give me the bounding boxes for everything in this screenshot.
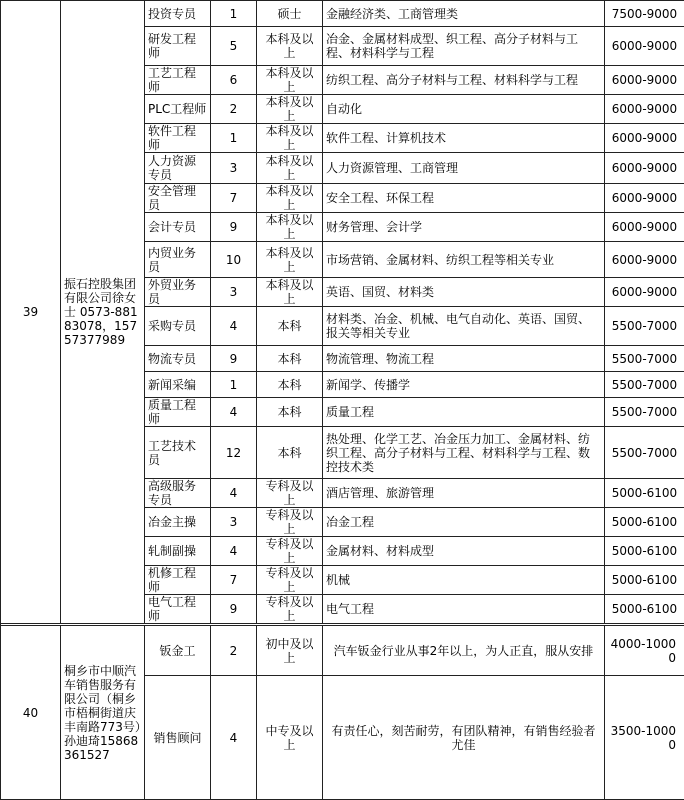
education-text: 本科及以上 — [260, 246, 319, 274]
position-cell — [145, 307, 211, 346]
education-cell — [257, 566, 323, 595]
education-text: 专科及以上 — [260, 479, 319, 507]
salary-cell: 6000-9000 — [605, 213, 684, 242]
education-cell — [257, 537, 323, 566]
salary-cell: 6000-9000 — [605, 124, 684, 153]
major-cell: 安全工程、环保工程 — [323, 184, 605, 213]
major-cell: 质量工程 — [323, 398, 605, 427]
education-cell — [257, 27, 323, 66]
salary-cell: 7500-9000 — [605, 1, 684, 27]
position-name: 软件工程师 — [148, 124, 207, 152]
headcount-cell: 10 — [211, 242, 257, 278]
position-cell — [145, 372, 211, 398]
salary-cell: 5500-7000 — [605, 427, 684, 479]
education-text: 专科及以上 — [260, 595, 319, 623]
position-cell — [145, 184, 211, 213]
position-cell — [145, 398, 211, 427]
education-text: 本科及以上 — [260, 213, 319, 241]
headcount-cell: 9 — [211, 346, 257, 372]
education-cell — [257, 124, 323, 153]
position-cell: 钣金工 — [145, 626, 211, 676]
headcount-cell: 3 — [211, 508, 257, 537]
education-cell: 本科 — [257, 307, 323, 346]
major-cell: 汽车钣金行业从事2年以上，为人正直，服从安排 — [323, 626, 605, 676]
headcount-cell: 9 — [211, 213, 257, 242]
headcount-cell: 3 — [211, 278, 257, 307]
position-cell — [145, 153, 211, 184]
salary-cell: 5000-6100 — [605, 479, 684, 508]
major-cell: 新闻学、传播学 — [323, 372, 605, 398]
education-cell: 硕士 — [257, 1, 323, 27]
major-cell: 电气工程 — [323, 595, 605, 624]
salary-cell: 4000-10000 — [605, 626, 684, 676]
education-cell — [257, 213, 323, 242]
salary-cell: 6000-9000 — [605, 184, 684, 213]
headcount-cell: 3 — [211, 153, 257, 184]
position-name: 安全管理员 — [148, 184, 207, 212]
education-cell: 本科 — [257, 372, 323, 398]
position-cell — [145, 95, 211, 124]
headcount-cell: 1 — [211, 372, 257, 398]
position-cell — [145, 1, 211, 27]
major-cell: 材料类、冶金、机械、电气自动化、英语、国贸、报关等相关专业 — [323, 307, 605, 346]
position-cell — [145, 242, 211, 278]
salary-cell: 5000-6100 — [605, 566, 684, 595]
education-cell — [257, 278, 323, 307]
major-cell: 财务管理、会计学 — [323, 213, 605, 242]
company-number: 40 — [1, 626, 61, 800]
position-name: 会计专员 — [148, 220, 207, 234]
major-cell: 金属材料、材料成型 — [323, 537, 605, 566]
position-cell — [145, 278, 211, 307]
education-cell — [257, 95, 323, 124]
headcount-cell: 4 — [211, 398, 257, 427]
major-cell: 金融经济类、工商管理类 — [323, 1, 605, 27]
headcount-cell: 6 — [211, 66, 257, 95]
education-text: 本科及以上 — [260, 32, 319, 60]
position-name: 工艺工程师 — [148, 66, 207, 94]
headcount-cell: 1 — [211, 1, 257, 27]
company-contact: 桐乡市中顺汽车销售服务有限公司（桐乡市梧桐街道庆丰南路773号）孙迪琦15868361527 — [61, 626, 145, 800]
position-name: 冶金主操 — [148, 515, 207, 529]
salary-cell: 5500-7000 — [605, 346, 684, 372]
education-cell: 本科 — [257, 427, 323, 479]
education-text: 本科及以上 — [260, 66, 319, 94]
position-cell — [145, 508, 211, 537]
salary-cell: 6000-9000 — [605, 95, 684, 124]
education-text: 本科及以上 — [260, 184, 319, 212]
position-name: 质量工程师 — [148, 398, 207, 426]
salary-cell: 5500-7000 — [605, 307, 684, 346]
major-cell: 英语、国贸、材料类 — [323, 278, 605, 307]
major-cell: 冶金工程 — [323, 508, 605, 537]
salary-cell: 6000-9000 — [605, 278, 684, 307]
headcount-cell: 4 — [211, 537, 257, 566]
salary-cell: 6000-9000 — [605, 27, 684, 66]
headcount-cell: 4 — [211, 676, 257, 800]
education-cell — [257, 184, 323, 213]
position-name: 机修工程师 — [148, 566, 207, 594]
position-name: 新闻采编 — [148, 378, 207, 392]
education-cell: 中专及以上 — [257, 676, 323, 800]
major-cell: 人力资源管理、工商管理 — [323, 153, 605, 184]
headcount-cell: 9 — [211, 595, 257, 624]
major-cell: 热处理、化学工艺、冶金压力加工、金属材料、纺织工程、高分子材料与工程、材料科学与工程、数控技术类 — [323, 427, 605, 479]
salary-cell: 5500-7000 — [605, 398, 684, 427]
position-name: 采购专员 — [148, 319, 207, 333]
position-name: 轧制副操 — [148, 544, 207, 558]
major-cell: 软件工程、计算机技术 — [323, 124, 605, 153]
salary-cell: 6000-9000 — [605, 66, 684, 95]
education-cell — [257, 66, 323, 95]
position-cell — [145, 427, 211, 479]
education-cell: 本科 — [257, 398, 323, 427]
headcount-cell: 12 — [211, 427, 257, 479]
position-name: 内贸业务员 — [148, 246, 207, 274]
position-name: 外贸业务员 — [148, 278, 207, 306]
major-cell: 机械 — [323, 566, 605, 595]
headcount-cell: 2 — [211, 626, 257, 676]
position-name: 工艺技术员 — [148, 439, 207, 467]
position-name: 物流专员 — [148, 352, 207, 366]
headcount-cell: 4 — [211, 307, 257, 346]
education-cell — [257, 153, 323, 184]
salary-cell: 5000-6100 — [605, 537, 684, 566]
salary-cell: 3500-10000 — [605, 676, 684, 800]
table-row — [1, 1, 684, 27]
major-cell: 物流管理、物流工程 — [323, 346, 605, 372]
headcount-cell: 5 — [211, 27, 257, 66]
position-name: 投资专员 — [148, 7, 207, 21]
education-cell: 初中及以上 — [257, 626, 323, 676]
position-cell — [145, 66, 211, 95]
position-name: 人力资源专员 — [148, 154, 207, 182]
position-cell — [145, 595, 211, 624]
major-cell: 酒店管理、旅游管理 — [323, 479, 605, 508]
headcount-cell: 2 — [211, 95, 257, 124]
headcount-cell: 7 — [211, 566, 257, 595]
education-text: 专科及以上 — [260, 566, 319, 594]
education-text: 本科及以上 — [260, 95, 319, 123]
position-cell — [145, 346, 211, 372]
position-cell — [145, 566, 211, 595]
position-name: 研发工程师 — [148, 32, 207, 60]
position-cell — [145, 479, 211, 508]
major-cell: 自动化 — [323, 95, 605, 124]
headcount-cell: 4 — [211, 479, 257, 508]
salary-cell: 5500-7000 — [605, 372, 684, 398]
position-cell — [145, 213, 211, 242]
company-number: 39 — [1, 1, 61, 624]
headcount-cell: 7 — [211, 184, 257, 213]
education-cell — [257, 508, 323, 537]
education-cell — [257, 595, 323, 624]
position-cell — [145, 124, 211, 153]
position-name: PLC工程师 — [148, 102, 207, 116]
education-text: 本科及以上 — [260, 124, 319, 152]
salary-cell: 6000-9000 — [605, 242, 684, 278]
major-cell: 冶金、金属材料成型、织工程、高分子材料与工程、材料科学与工程 — [323, 27, 605, 66]
company-contact: 振石控股集团有限公司徐女士 0573-88183078，15757377989 — [61, 1, 145, 624]
position-name: 电气工程师 — [148, 595, 207, 623]
salary-cell: 6000-9000 — [605, 153, 684, 184]
major-cell: 市场营销、金属材料、纺织工程等相关专业 — [323, 242, 605, 278]
education-text: 本科及以上 — [260, 154, 319, 182]
headcount-cell: 1 — [211, 124, 257, 153]
salary-cell: 5000-6100 — [605, 508, 684, 537]
position-cell — [145, 537, 211, 566]
education-text: 本科及以上 — [260, 278, 319, 306]
education-cell — [257, 242, 323, 278]
education-text: 专科及以上 — [260, 537, 319, 565]
education-text: 专科及以上 — [260, 508, 319, 536]
position-name: 高级服务专员 — [148, 479, 207, 507]
salary-cell: 5000-6100 — [605, 595, 684, 624]
table-row — [1, 626, 684, 676]
major-cell: 纺织工程、高分子材料与工程、材料科学与工程 — [323, 66, 605, 95]
position-cell: 销售顾问 — [145, 676, 211, 800]
education-cell: 本科 — [257, 346, 323, 372]
education-cell — [257, 479, 323, 508]
major-cell: 有责任心，刻苦耐劳，有团队精神，有销售经验者尤佳 — [323, 676, 605, 800]
position-cell — [145, 27, 211, 66]
